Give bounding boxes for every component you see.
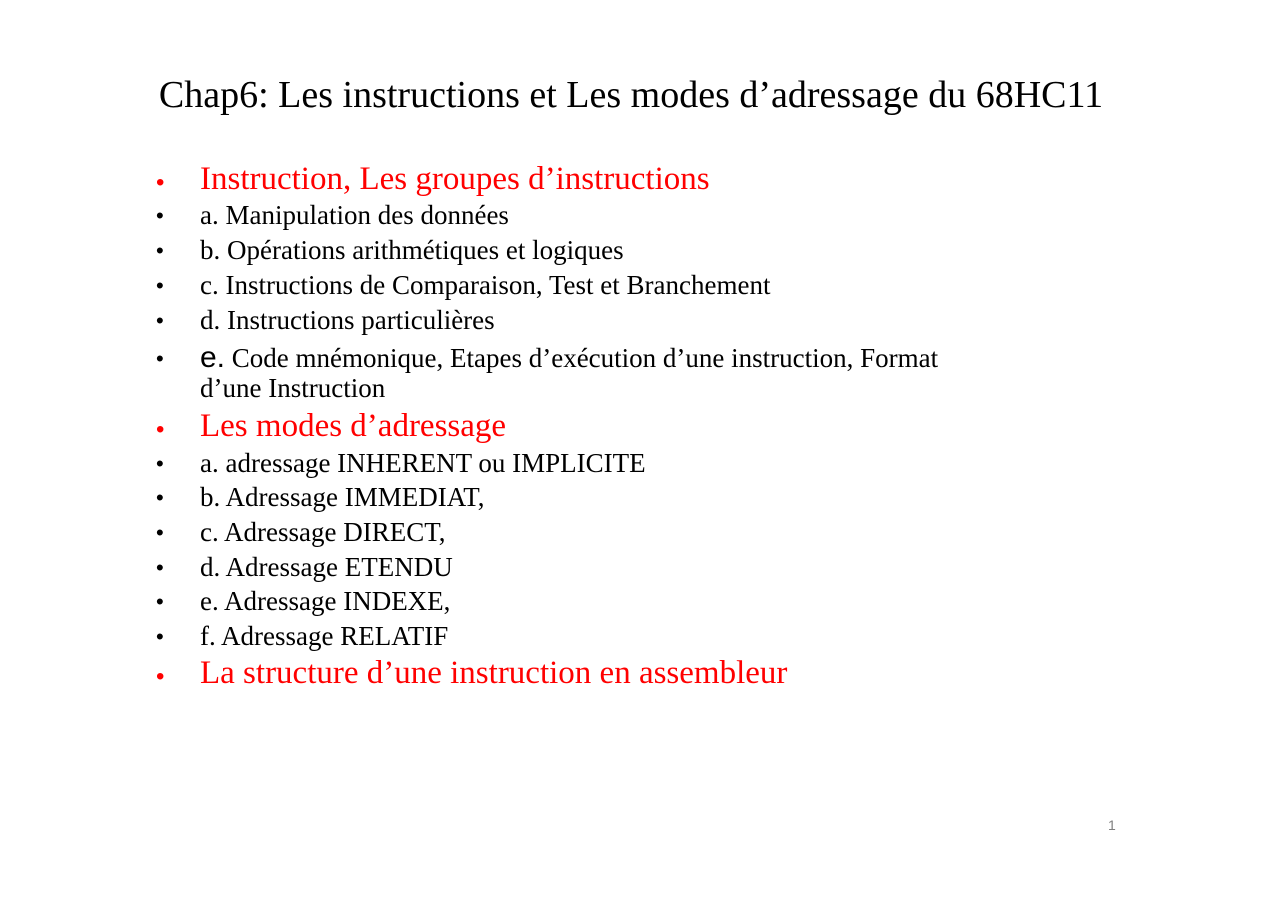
bullet-icon: • — [156, 520, 164, 545]
bullet-icon: • — [156, 589, 164, 614]
bullet-icon: • — [156, 273, 164, 298]
bullet-icon: • — [156, 416, 165, 443]
bullet-letter: e. — [200, 341, 226, 374]
page-number: 1 — [1108, 817, 1116, 833]
bullet-text — [200, 342, 938, 374]
bullet-text: a. adressage INHERENT ou IMPLICITE — [200, 448, 646, 478]
bullet-icon: • — [156, 451, 164, 476]
bullet-icon: • — [156, 624, 164, 649]
bullet-icon: • — [156, 203, 164, 228]
bullet-icon: • — [156, 663, 165, 690]
bullet-icon: • — [156, 169, 165, 196]
bullet-icon: • — [156, 308, 164, 333]
bullet-text: b. Opérations arithmétiques et logiques — [200, 235, 624, 265]
bullet-text: e. Adressage INDEXE, — [200, 586, 451, 616]
bullet-icon: • — [156, 238, 164, 263]
bullet-text: a. Manipulation des données — [200, 200, 509, 230]
bullet-text: d. Adressage ETENDU — [200, 552, 453, 582]
slide-title: Chap6: Les instructions et Les modes d’adressage du 68HC11 — [158, 74, 1104, 116]
bullet-text: Les modes d’adressage — [200, 408, 507, 444]
bullet-text: d’une Instruction — [200, 373, 386, 403]
bullet-icon: • — [156, 485, 164, 510]
bullet-text: c. Adressage DIRECT, — [200, 517, 446, 547]
bullet-text: Instruction, Les groupes d’instructions — [200, 161, 710, 197]
bullet-text-main: Code mnémonique, Etapes d’exécution d’une instruction, Format — [225, 343, 939, 373]
bullet-text: c. Instructions de Comparaison, Test et Branchement — [200, 270, 771, 300]
bullet-text: d. Instructions particulières — [200, 305, 495, 335]
bullet-icon: • — [156, 555, 164, 580]
bullet-icon: • — [156, 346, 164, 371]
bullet-text: b. Adressage IMMEDIAT, — [200, 482, 485, 512]
bullet-text: La structure d’une instruction en assembleur — [200, 655, 788, 691]
bullet-text: f. Adressage RELATIF — [200, 621, 449, 651]
